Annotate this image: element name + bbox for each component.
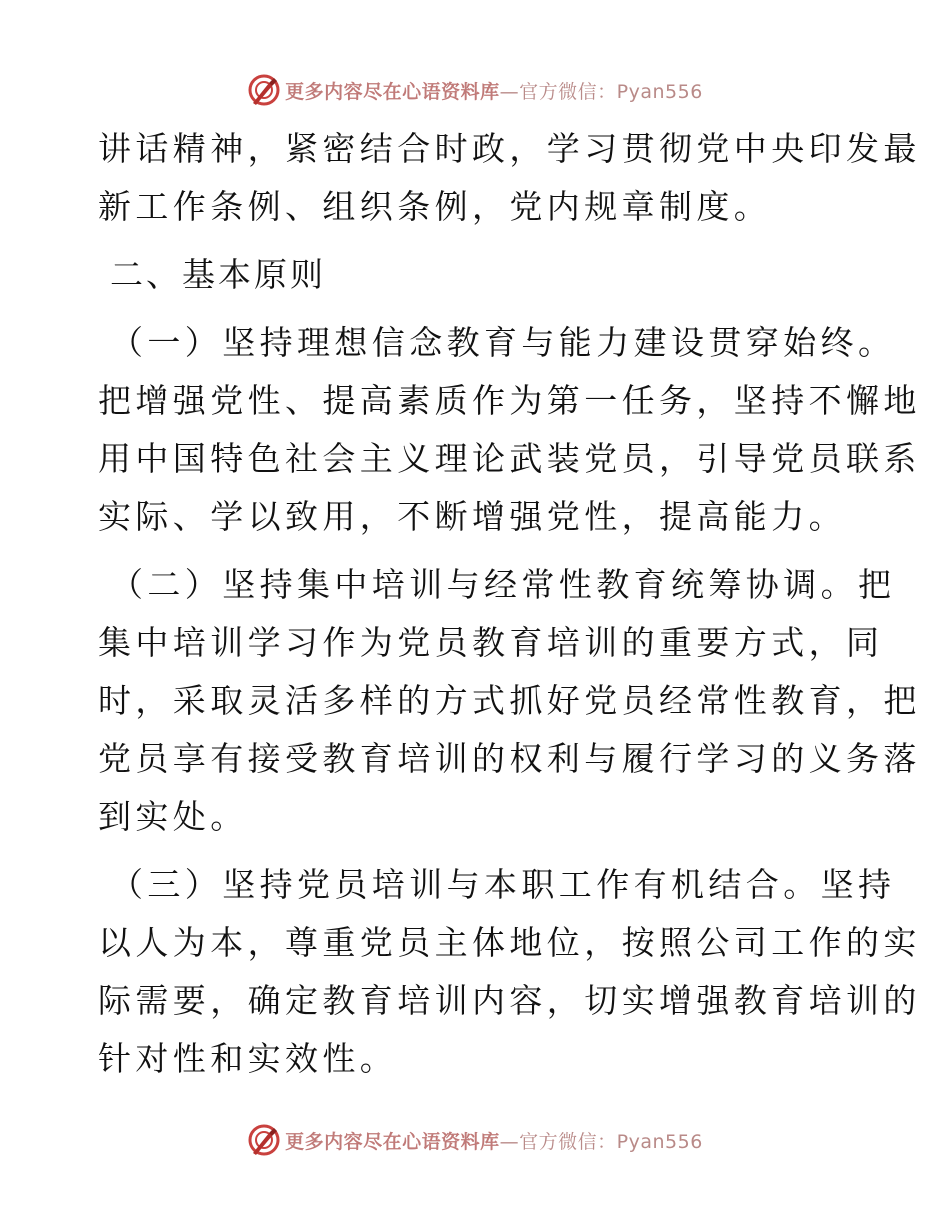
pen-logo-icon [247, 1123, 281, 1157]
watermark-site-text: 更多内容尽在心语资料库 [285, 1130, 500, 1153]
text-line: 党员享有接受教育培训的权利与履行学习的义务落 [98, 739, 921, 778]
section-heading: 二、基本原则 [110, 255, 326, 294]
text-line: 新工作条例、组织条例，党内规章制度。 [98, 187, 772, 226]
text-line: （三）坚持党员培训与本职工作有机结合。坚持 [110, 865, 896, 904]
watermark-official-text: —官方微信：Pyan556 [499, 1130, 703, 1153]
text-line: 到实处。 [98, 797, 248, 836]
text-line: 实际、学以致用，不断增强党性，提高能力。 [98, 497, 846, 536]
text-line: 用中国特色社会主义理论武装党员，引导党员联系 [98, 439, 921, 478]
text-line: 针对性和实效性。 [98, 1039, 398, 1078]
text-line: 际需要，确定教育培训内容，切实增强教育培训的 [98, 981, 921, 1020]
footer-watermark [0, 1120, 950, 1160]
watermark-text [285, 77, 703, 104]
header-watermark [0, 70, 950, 110]
pen-logo-icon [247, 73, 281, 107]
text-line: 时，采取灵活多样的方式抓好党员经常性教育，把 [98, 681, 921, 720]
text-line: 集中培训学习作为党员教育培训的重要方式，同 [98, 623, 884, 662]
watermark-official-text: —官方微信：Pyan556 [499, 80, 703, 103]
document-body [98, 120, 921, 1088]
text-line: （二）坚持集中培训与经常性教育统筹协调。把 [110, 565, 896, 604]
paragraph-intro [98, 120, 921, 236]
paragraph-principle-3 [98, 856, 921, 1088]
text-line: 讲话精神，紧密结合时政，学习贯彻党中央印发最 [98, 129, 921, 168]
text-line: （一）坚持理想信念教育与能力建设贯穿始终。 [110, 323, 896, 362]
watermark-site-text: 更多内容尽在心语资料库 [285, 80, 500, 103]
watermark-text [285, 1127, 703, 1154]
text-line: 以人为本，尊重党员主体地位，按照公司工作的实 [98, 923, 921, 962]
text-line: 把增强党性、提高素质作为第一任务，坚持不懈地 [98, 381, 921, 420]
paragraph-principle-1 [98, 314, 921, 546]
paragraph-principle-2 [98, 556, 921, 846]
